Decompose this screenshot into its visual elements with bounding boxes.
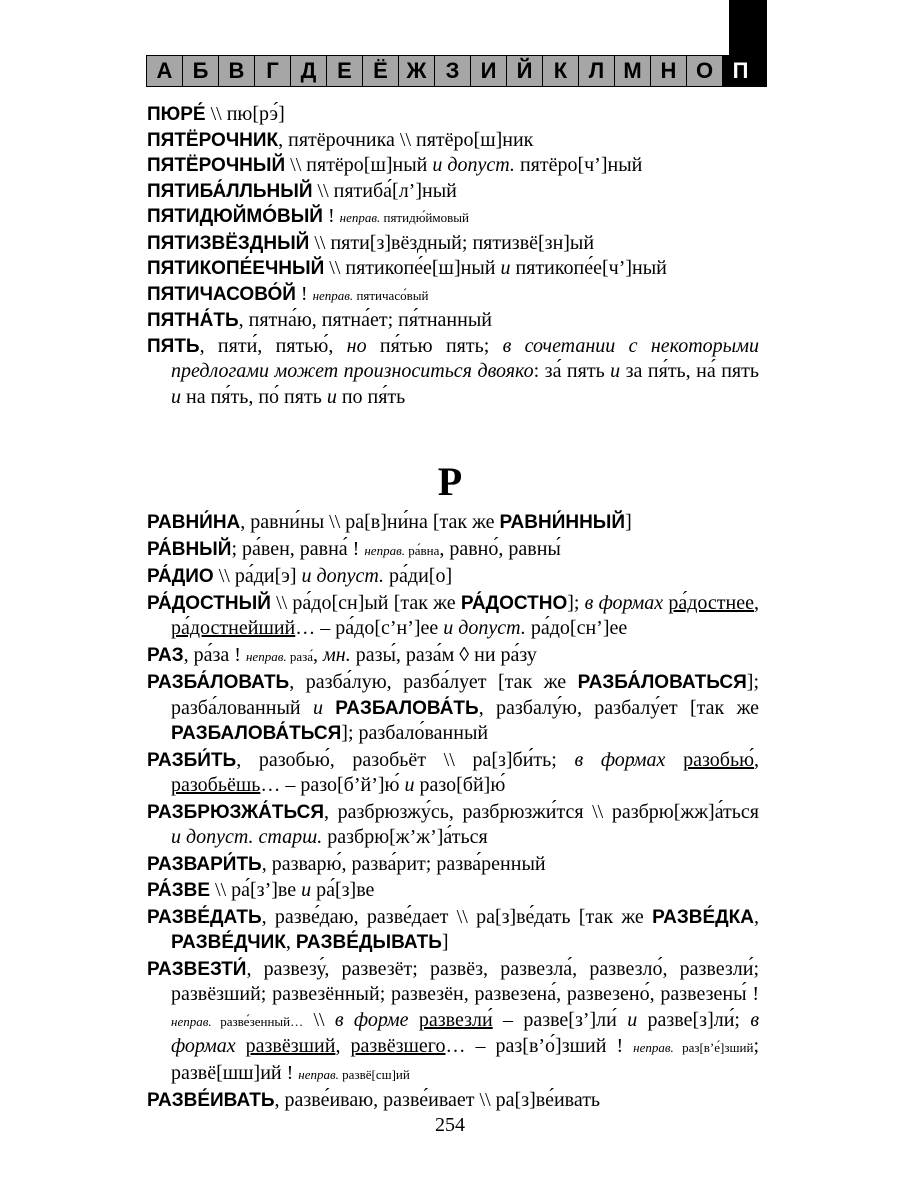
tab-letter: Г bbox=[254, 55, 291, 87]
entry-text: пятикопе́е[ч’]ный bbox=[510, 257, 667, 279]
entry-text: , разварю́, разва́рит; разва́ренный bbox=[261, 852, 546, 875]
headword: ПЯТИБА́ЛЛЬНЫЙ bbox=[147, 180, 313, 202]
entry-text: неправ. bbox=[633, 1040, 674, 1055]
entry-text: в формах bbox=[584, 591, 664, 614]
headword: РАЗБАЛОВА́ТЬСЯ bbox=[171, 723, 342, 744]
entry-text: , bbox=[335, 1035, 351, 1057]
entry-text: в форме bbox=[334, 1008, 409, 1031]
entry-text: \\ пяти[з]вёздный; пятизвё[зн]ый bbox=[309, 231, 595, 254]
tab-letter: Н bbox=[650, 55, 687, 87]
entry-text: за пя́ть, на́ пять bbox=[620, 360, 759, 382]
entry-text bbox=[409, 1009, 419, 1031]
dictionary-entry bbox=[147, 591, 759, 642]
headword: РАВНИ́ННЫЙ bbox=[499, 512, 626, 533]
entry-text: и bbox=[404, 774, 415, 796]
entry-text: ] bbox=[441, 931, 449, 953]
entry-text: ]; разба́лованный bbox=[171, 671, 759, 719]
entry-text: неправ. bbox=[298, 1066, 339, 1082]
entry-text: ; развё[шш]ий ! bbox=[171, 1035, 759, 1084]
entry-text: ра́достнейший bbox=[171, 617, 296, 639]
entry-text: неправ. bbox=[312, 287, 354, 303]
entry-text: , равни́ны \\ ра[в]ни́на [так же bbox=[240, 511, 500, 533]
entry-text: , разве́иваю, разве́ивает \\ ра[з]ве́ивать bbox=[274, 1089, 601, 1111]
entry-text: ; ра́вен, равна́ ! bbox=[231, 537, 365, 560]
entry-text: , разбрюзжу́сь, разбрюзжи́тся \\ разбрю[жж]а́ться bbox=[324, 800, 759, 823]
dictionary-entry bbox=[147, 256, 759, 282]
dictionary-entry bbox=[147, 1088, 759, 1114]
entry-text: ! bbox=[295, 282, 313, 305]
headword: РАЗВЕ́ДЫВАТЬ bbox=[295, 932, 442, 953]
entry-text: , bbox=[754, 905, 759, 928]
entry-text: … – ра́до[с’н’]ее bbox=[295, 617, 444, 639]
entry-text: развё[сш]ий bbox=[338, 1066, 410, 1082]
entry-text: и bbox=[171, 385, 181, 408]
tab-letter: О bbox=[686, 55, 723, 87]
dictionary-entry bbox=[147, 153, 759, 179]
headword: ПЯТИДЮЙМО́ВЫЙ bbox=[147, 206, 323, 227]
entry-text: пятичасо́вый bbox=[353, 287, 429, 303]
dictionary-entry bbox=[147, 282, 759, 309]
entry-text: ] bbox=[625, 511, 632, 533]
headword: РА́ДОСТНО bbox=[460, 592, 568, 614]
tab-letter: Б bbox=[182, 55, 219, 87]
entry-text: ]; разбало́ванный bbox=[341, 722, 489, 744]
entry-text: , пяти́, пятью́, bbox=[199, 334, 347, 357]
headword: РАЗБА́ЛОВАТЬСЯ bbox=[577, 672, 747, 693]
tab-letter: З bbox=[434, 55, 471, 87]
entry-text: \\ пю[рэ́] bbox=[205, 103, 285, 125]
entry-text: пятидю́ймовый bbox=[380, 210, 469, 225]
tab-letter: Ж bbox=[398, 55, 435, 87]
entry-text: неправ. bbox=[339, 210, 381, 225]
entry-text: ]; bbox=[567, 591, 585, 614]
headword: РАЗБА́ЛОВАТЬ bbox=[147, 672, 290, 693]
entry-text: ра́достнее bbox=[668, 591, 754, 614]
entry-text: разобьёшь bbox=[171, 774, 261, 796]
tab-letter: П bbox=[722, 55, 759, 87]
headword: РАЗВАРИ́ТЬ bbox=[147, 853, 262, 875]
dictionary-entry bbox=[147, 308, 759, 334]
entry-text: ра́[з]ве bbox=[311, 879, 375, 901]
entry-text: на пя́ть, по́ пять bbox=[181, 385, 327, 408]
dictionary-entry bbox=[147, 510, 759, 536]
dictionary-entry bbox=[147, 128, 759, 154]
headword: РА́ДИО bbox=[147, 566, 214, 587]
dictionary-entry bbox=[147, 905, 759, 956]
entry-text: , развезу́, развезёт; развёз, развезла́, развезло́, развезли́; развёзший; развезённый; развезён, развезена́, развезено́, развезены́ ! bbox=[171, 957, 759, 1005]
entry-text: мн. bbox=[323, 643, 351, 666]
headword: РАЗВЕ́ДЧИК bbox=[171, 932, 286, 953]
entry-text: и допуст. старш. bbox=[171, 826, 323, 848]
entry-text: и bbox=[301, 879, 312, 901]
page-number: 254 bbox=[435, 1114, 465, 1136]
entry-text: по пя́ть bbox=[336, 385, 406, 408]
entry-text: неправ. bbox=[364, 542, 405, 558]
headword: ПЯТЬ bbox=[147, 335, 200, 357]
dictionary-entry bbox=[147, 204, 759, 231]
headword: ПЯТИЧАСОВО́Й bbox=[147, 283, 296, 305]
dictionary-entry bbox=[147, 957, 759, 1088]
tab-letter: И bbox=[470, 55, 507, 87]
dictionary-entry bbox=[147, 878, 759, 904]
entry-text: и bbox=[312, 696, 323, 719]
entry-text: и допуст. bbox=[432, 154, 515, 176]
entry-text: пя́тью пять; bbox=[366, 334, 503, 357]
entry-text: \\ ра́[з’]ве bbox=[210, 879, 302, 901]
dictionary-entry bbox=[147, 231, 759, 257]
headword: ПЯТИКОПЕ́ЕЧНЫЙ bbox=[147, 258, 325, 279]
entry-text: ра́ди[о] bbox=[384, 565, 453, 587]
entry-text: \\ пятиба́[л’]ный bbox=[312, 179, 457, 202]
headword: РАЗВЕЗТИ́ bbox=[147, 958, 247, 980]
entries-letter-r bbox=[147, 510, 759, 1115]
entry-text: и bbox=[326, 385, 337, 408]
tab-letter: Й bbox=[506, 55, 543, 87]
dictionary-entry bbox=[147, 179, 759, 205]
entry-text: неправ. bbox=[245, 648, 287, 664]
dictionary-entry bbox=[147, 334, 759, 411]
tab-letter: М bbox=[614, 55, 651, 87]
entry-text: и допуст. bbox=[301, 565, 385, 587]
entry-text: , bbox=[754, 591, 759, 614]
entry-text: \\ пятикопе́е[ш]ный bbox=[324, 257, 501, 279]
entry-text: раз[в’е́]зший bbox=[673, 1040, 754, 1055]
entry-text: разо[бй]ю́ bbox=[414, 774, 506, 796]
alphabet-index bbox=[146, 55, 758, 87]
entry-text: разбрю[ж’ж’]а́ться bbox=[322, 826, 488, 848]
entry-text: , равно́, равны́ bbox=[439, 537, 561, 560]
entry-text: и bbox=[500, 257, 511, 279]
entry-text: разве́зенный… bbox=[211, 1013, 304, 1029]
entry-text: , bbox=[285, 931, 296, 953]
headword: РА́ВНЫЙ bbox=[147, 538, 232, 560]
entry-text: в формах bbox=[574, 748, 666, 771]
entry-text: и bbox=[610, 360, 621, 382]
dictionary-entry bbox=[147, 102, 759, 128]
entry-text bbox=[323, 697, 335, 719]
dictionary-entry bbox=[147, 564, 759, 590]
headword: РА́ДОСТНЫЙ bbox=[147, 592, 271, 614]
entry-text: , разбалу́ю, разбалу́ет [так же bbox=[478, 696, 760, 719]
entries-letter-p bbox=[147, 102, 759, 410]
entry-text: разы́, раза́м ◊ ни ра́зу bbox=[350, 643, 537, 666]
headword: РАЗБРЮЗЖА́ТЬСЯ bbox=[147, 801, 325, 823]
entry-text: \\ пятёро[ш]ный bbox=[285, 154, 433, 176]
dictionary-entry bbox=[147, 643, 759, 670]
headword: РАЗВЕ́ИВАТЬ bbox=[147, 1090, 275, 1111]
entry-text: , пятна́ю, пятна́ет; пя́тнанный bbox=[238, 309, 492, 331]
entry-text: ра́вна bbox=[404, 542, 440, 558]
headword: РАЗБАЛОВА́ТЬ bbox=[335, 697, 479, 719]
headword: РАЗВЕ́ДКА bbox=[652, 906, 754, 928]
section-letter: Р bbox=[437, 459, 463, 504]
tab-letter: В bbox=[218, 55, 255, 87]
entry-text: но bbox=[346, 334, 367, 357]
entry-text: , разобью́, разобьёт \\ ра[з]би́ть; bbox=[236, 748, 575, 771]
headword: ПЯТЁРОЧНЫЙ bbox=[147, 155, 286, 176]
entry-text: \\ ра́до[сн]ый [так же bbox=[270, 591, 461, 614]
entry-text: \\ bbox=[303, 1008, 335, 1031]
headword: ПЯТЁРОЧНИК bbox=[147, 129, 279, 151]
tab-letter: Е bbox=[326, 55, 363, 87]
dictionary-entry bbox=[147, 800, 759, 851]
dictionary-entry bbox=[147, 670, 759, 747]
entry-text: , bbox=[313, 643, 324, 666]
entry-text: в формах bbox=[171, 1008, 759, 1057]
dictionary-entry bbox=[147, 852, 759, 878]
entry-text: пятёро[ч’]ный bbox=[514, 154, 643, 176]
entry-text: ра́до[сн’]ее bbox=[525, 617, 628, 639]
entry-text: , пятёрочника \\ пятёро[ш]ник bbox=[278, 128, 534, 151]
entry-text bbox=[665, 749, 683, 771]
tab-letter: А bbox=[146, 55, 183, 87]
entry-text: в сочетании с некоторыми предлогами может произноситься двояко bbox=[171, 334, 759, 382]
entry-text: \\ ра́ди[э] bbox=[213, 565, 302, 587]
entry-text: разве[з]ли́; bbox=[637, 1008, 751, 1031]
headword: ПЯТНА́ТЬ bbox=[147, 310, 239, 331]
entry-text: , разба́лую, разба́лует [так же bbox=[289, 671, 578, 693]
entry-text: развёзший bbox=[245, 1035, 336, 1057]
entry-text: ! bbox=[322, 205, 340, 227]
headword: ПЮРЕ́ bbox=[147, 104, 206, 125]
entry-text: развезли́ bbox=[418, 1008, 493, 1031]
entry-text: раза́ bbox=[286, 648, 314, 664]
entry-text: … – разо[б’й’]ю́ bbox=[260, 774, 405, 796]
entry-text: развёзшего bbox=[350, 1035, 446, 1057]
dictionary-entry bbox=[147, 748, 759, 799]
entry-text bbox=[236, 1035, 246, 1057]
entry-text: , разве́даю, разве́дает \\ ра[з]ве́дать [так же bbox=[261, 905, 653, 928]
headword: ПЯТИЗВЁЗДНЫЙ bbox=[147, 232, 310, 254]
headword: РАЗБИ́ТЬ bbox=[147, 749, 237, 771]
headword: РАЗ bbox=[147, 644, 184, 666]
entry-text: : за́ пять bbox=[533, 360, 611, 382]
entry-text: неправ. bbox=[171, 1013, 212, 1029]
entry-text: – разве[з’]ли́ bbox=[492, 1008, 628, 1031]
entry-text: и bbox=[627, 1008, 638, 1031]
entry-text: разобью́ bbox=[683, 748, 755, 771]
tab-letter: Л bbox=[578, 55, 615, 87]
tab-letter: К bbox=[542, 55, 579, 87]
entry-text: , ра́за ! bbox=[183, 643, 246, 666]
entry-text: , bbox=[754, 748, 760, 771]
tab-letter: Ё bbox=[362, 55, 399, 87]
headword: РАВНИ́НА bbox=[147, 512, 241, 533]
dictionary-entry bbox=[147, 537, 759, 564]
tab-letter: Д bbox=[290, 55, 327, 87]
headword: РА́ЗВЕ bbox=[147, 880, 211, 901]
entry-text: … – раз[в’о́]зший ! bbox=[445, 1035, 634, 1057]
entry-text: и допуст. bbox=[443, 617, 526, 639]
headword: РАЗВЕ́ДАТЬ bbox=[147, 906, 262, 928]
